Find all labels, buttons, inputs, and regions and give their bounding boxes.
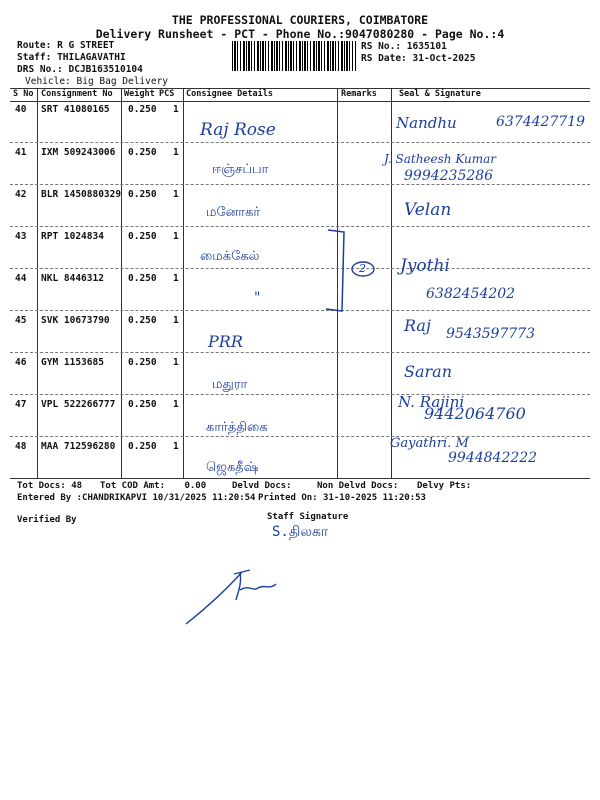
table-bottom-rule — [10, 478, 590, 479]
row-consignee-handwritten: மனோகர் — [206, 205, 261, 220]
route-value: R G STREET — [57, 40, 115, 51]
runsheet-title: Delivery Runsheet - PCT - Phone No.:9047080280 - Page No.:4 — [95, 27, 505, 41]
bracket-note: 2 — [359, 262, 366, 275]
row-consignee-handwritten: மைக்கேல் — [200, 249, 260, 264]
col-header-weight: Weight — [124, 89, 155, 99]
row-separator — [10, 142, 590, 143]
col-divider — [183, 89, 184, 479]
row-phone-handwritten: 9442064760 — [424, 404, 526, 423]
vehicle-line — [25, 76, 168, 87]
row-consignee-handwritten: மதுரா — [212, 377, 248, 392]
rs-date-value: 31-Oct-2025 — [412, 53, 476, 64]
row-weight: 0.250 — [128, 399, 157, 410]
row-weight: 0.250 — [128, 104, 157, 115]
row-consignee-handwritten: ஜெகதீஷ் — [206, 460, 259, 475]
row-consignee-handwritten: கார்த்திகை — [206, 420, 268, 435]
row-consignee-handwritten: PRR — [208, 332, 243, 351]
row-weight: 0.250 — [128, 441, 157, 452]
row-pcs: 1 — [173, 104, 179, 115]
row-sno: 48 — [15, 441, 27, 452]
row-pcs: 1 — [173, 147, 179, 158]
route-label: Route: — [17, 40, 52, 51]
row-consignment: RPT 1024834 — [41, 231, 104, 242]
staff-signature-handwritten: S.திலகா — [272, 524, 329, 540]
row-consignment: VPL 522266777 — [41, 399, 116, 410]
totals-line — [17, 481, 82, 491]
delvy-pts-label: Delvy Pts: — [417, 481, 472, 491]
row-pcs: 1 — [173, 357, 179, 368]
row-weight: 0.250 — [128, 273, 157, 284]
barcode-image — [232, 41, 356, 71]
row-consignment: SRT 41080165 — [41, 104, 110, 115]
row-separator — [10, 184, 590, 185]
staff-label: Staff: — [17, 52, 52, 63]
tot-cod-value: 0.00 — [184, 481, 207, 491]
col-header-pcs: PCS — [159, 89, 175, 99]
row-sno: 43 — [15, 231, 27, 242]
row-phone-handwritten: 6374427719 — [496, 114, 586, 130]
row-sno: 47 — [15, 399, 27, 410]
verifier-signature — [180, 560, 290, 630]
row-pcs: 1 — [173, 441, 179, 452]
tot-docs-value: 48 — [71, 481, 83, 491]
row-separator — [10, 436, 590, 437]
delvd-docs-label: Delvd Docs: — [232, 481, 292, 491]
col-divider — [391, 89, 392, 479]
row-sno: 41 — [15, 147, 27, 158]
row-phone-handwritten: 9994235286 — [404, 168, 494, 184]
row-signature-handwritten: N. Rajini — [398, 393, 465, 411]
row-sno: 44 — [15, 273, 27, 284]
rs-no-line — [361, 41, 447, 52]
rs-date-line — [361, 53, 475, 64]
row-sno: 45 — [15, 315, 27, 326]
row-consignment: SVK 10673790 — [41, 315, 110, 326]
staff-line — [17, 52, 126, 63]
row-consignment: BLR 1450880329 — [41, 189, 122, 200]
col-header-consignment: Consignment No — [41, 89, 113, 99]
rs-no-value: 1635101 — [406, 41, 447, 52]
printed-on: Printed On: 31-10-2025 11:20:53 — [258, 493, 426, 503]
row-sno: 46 — [15, 357, 27, 368]
table-header-rule — [10, 101, 590, 102]
col-header-consignee: Consignee Details — [186, 89, 273, 99]
row-phone-handwritten: 9944842222 — [448, 450, 538, 466]
row-pcs: 1 — [173, 231, 179, 242]
row-pcs: 1 — [173, 399, 179, 410]
row-pcs: 1 — [173, 273, 179, 284]
col-header-signature: Seal & Signature — [399, 89, 481, 99]
row-separator — [10, 394, 590, 395]
vehicle-label: Vehicle: — [25, 76, 71, 87]
row-pcs: 1 — [173, 315, 179, 326]
row-consignment: GYM 1153685 — [41, 357, 104, 368]
staff-value: THILAGAVATHI — [57, 52, 126, 63]
row-pcs: 1 — [173, 189, 179, 200]
row-phone-handwritten: 6382454202 — [426, 286, 516, 302]
row-consignment: MAA 712596280 — [41, 441, 116, 452]
row-separator — [10, 352, 590, 353]
bracket-annotation — [318, 225, 388, 315]
row-sno: 40 — [15, 104, 27, 115]
row-signature-handwritten: Velan — [404, 200, 452, 220]
cod-line — [100, 481, 206, 491]
rs-no-label: RS No.: — [361, 41, 402, 52]
drs-value: DCJB163510104 — [68, 64, 143, 75]
company-name: THE PROFESSIONAL COURIERS, COIMBATORE — [171, 13, 429, 27]
non-delvd-docs-label: Non Delvd Docs: — [317, 481, 399, 491]
row-signature-handwritten: Saran — [404, 362, 452, 381]
row-weight: 0.250 — [128, 315, 157, 326]
staff-signature-label: Staff Signature — [267, 512, 349, 522]
row-separator — [10, 226, 590, 227]
row-consignee-handwritten: Raj Rose — [200, 120, 276, 140]
row-phone-handwritten: 9543597773 — [446, 326, 536, 342]
row-weight: 0.250 — [128, 189, 157, 200]
tot-docs-label: Tot Docs: — [17, 481, 66, 491]
drs-label: DRS No.: — [17, 64, 63, 75]
row-signature-handwritten: Raj — [404, 316, 431, 335]
row-signature-handwritten: Nandhu — [396, 114, 457, 132]
row-sno: 42 — [15, 189, 27, 200]
col-divider — [37, 89, 38, 479]
tot-cod-label: Tot COD Amt: — [100, 481, 166, 491]
rs-date-label: RS Date: — [361, 53, 407, 64]
vehicle-value: Big Bag Delivery — [76, 76, 169, 87]
row-signature-handwritten: Gayathri. M — [390, 436, 469, 451]
row-consignee-handwritten: ஈஞ்சப்பா — [212, 162, 269, 177]
row-consignment: IXM 509243006 — [41, 147, 116, 158]
col-header-sno: S No — [13, 89, 34, 99]
verified-by-label: Verified By — [17, 515, 77, 525]
col-divider — [121, 89, 122, 479]
route-line — [17, 40, 114, 51]
row-signature-handwritten: Jyothi — [400, 256, 450, 276]
row-weight: 0.250 — [128, 231, 157, 242]
row-consignment: NKL 8446312 — [41, 273, 104, 284]
row-weight: 0.250 — [128, 147, 157, 158]
row-consignee-handwritten: " — [254, 290, 261, 306]
row-separator — [10, 310, 590, 311]
row-signature-handwritten: J. Satheesh Kumar — [384, 152, 497, 166]
col-header-remarks: Remarks — [341, 89, 377, 99]
drs-line — [17, 64, 143, 75]
row-weight: 0.250 — [128, 357, 157, 368]
row-separator — [10, 268, 590, 269]
entered-by: Entered By :CHANDRIKAPVI 10/31/2025 11:20:54 — [17, 493, 256, 503]
